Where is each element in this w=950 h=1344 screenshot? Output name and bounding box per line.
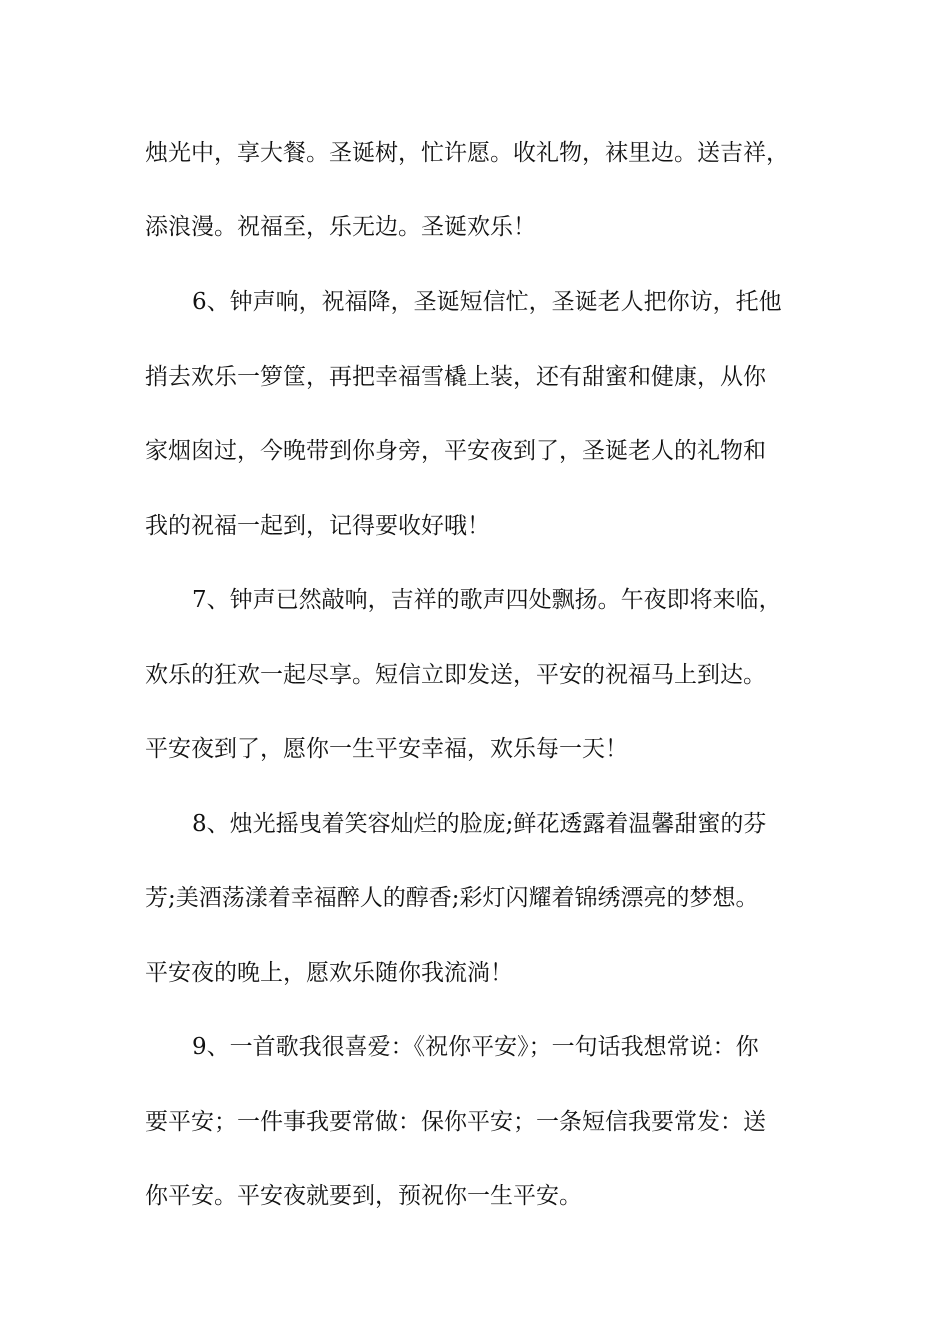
- text-line: 芳;美酒荡漾着幸福醉人的醇香;彩灯闪耀着锦绣漂亮的梦想。: [145, 885, 759, 911]
- text-line: 添浪漫。祝福至，乐无边。圣诞欢乐！: [145, 214, 536, 240]
- text-line: 家烟囱过，今晚带到你身旁，平安夜到了，圣诞老人的礼物和: [145, 438, 766, 464]
- text-line: 你平安。平安夜就要到，预祝你一生平安。: [145, 1183, 582, 1209]
- text-line: 要平安；一件事我要常做：保你平安；一条短信我要常发：送: [145, 1109, 766, 1135]
- text-line: 捎去欢乐一箩筐，再把幸福雪橇上装，还有甜蜜和健康，从你: [145, 364, 766, 390]
- text-line: 欢乐的狂欢一起尽享。短信立即发送，平安的祝福马上到达。: [145, 662, 766, 688]
- text-line: 8、烛光摇曳着笑容灿烂的脸庞;鲜花透露着温馨甜蜜的芬: [192, 811, 767, 837]
- text-line: 6、钟声响，祝福降，圣诞短信忙，圣诞老人把你访，托他: [192, 289, 782, 315]
- text-line: 烛光中，享大餐。圣诞树，忙许愿。收礼物，袜里边。送吉祥，: [145, 140, 789, 166]
- text-line: 平安夜到了，愿你一生平安幸福，欢乐每一天！: [145, 736, 628, 762]
- text-line: 我的祝福一起到，记得要收好哦！: [145, 513, 490, 539]
- text-line: 7、钟声已然敲响，吉祥的歌声四处飘扬。午夜即将来临，: [192, 587, 782, 613]
- text-line: 9、一首歌我很喜爱：《祝你平安》；一句话我想常说：你: [192, 1034, 759, 1060]
- text-line: 平安夜的晚上，愿欢乐随你我流淌！: [145, 960, 513, 986]
